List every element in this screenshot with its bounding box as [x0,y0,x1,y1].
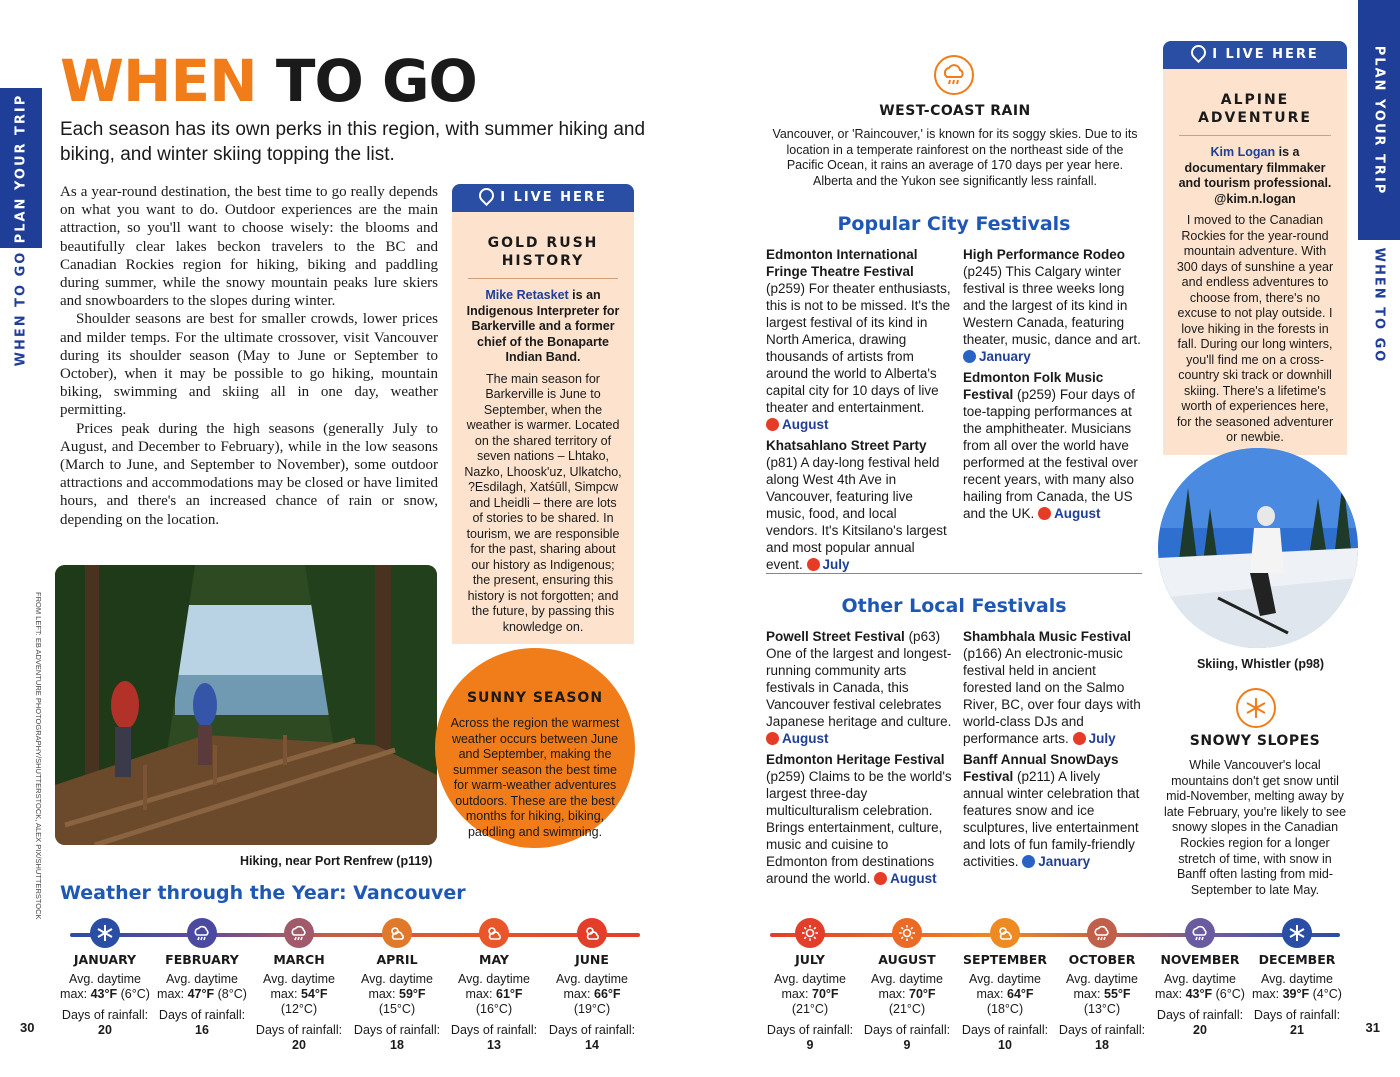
live-here-header: I LIVE HERE [452,184,634,212]
body-paragraph: As a year-round destination, the best time to go really depends on what you want to do. Outdoor experiences are the main attraction, so you'll want to choose wisely: the blooms and beautifully clear lakes beckon travelers to the BC and Canadian Rockies region for hiking, biking and paddling during summer, while the snowy mountain peaks lure skiers and snowboarders to the slopes during winter. [60,184,438,310]
page-number-right: 31 [1365,1020,1380,1035]
month-temp: Avg. daytime max: 43°F (6°C) [60,972,150,1001]
page-subtitle: Each season has its own perks in this region, with summer hiking and biking, and winter skiing topping the list. [60,119,646,165]
body-paragraph: Shoulder seasons are best for smaller crowds, lower prices and milder temps. For the ultimate crossover, visit Vancouver during its shoulder season (May to June or September to October), when it may be possible to go hiking, mountain biking, swimming and skiing all in one day, weather permitting. [60,311,438,419]
snowflake-icon [90,918,120,948]
sun-icon [874,872,887,885]
side-tab-when-to-go: WHEN TO GO [13,250,29,366]
popular-festivals-col-2 [963,246,1143,526]
west-coast-rain-title: WEST-COAST RAIN [879,103,1031,119]
month-rainfall: Days of rainfall: 20 [255,1023,343,1052]
festival-item: Powell Street Festival (p63) One of the largest and longest-running community arts festivals in Canada, this Vancouver festival celebrates Japanese heritage and culture. August [766,629,952,746]
sunny-season-title: SUNNY SEASON [466,690,604,706]
snowflake-icon [1022,855,1035,868]
cloud-rain-icon [934,55,974,95]
snowy-slopes-text: While Vancouver's local mountains don't get snow until mid-November, melting away by late February, you're likely to see snowy slopes in the Canadian Rockies region for a longer stretch of time, with snow in Banff often lasting from mid-September to late May. [1163,758,1347,897]
snowflake-icon [963,350,976,363]
month-rainfall: Days of rainfall: 10 [961,1023,1049,1052]
page-number-left: 30 [20,1020,35,1035]
hiking-photo-caption: Hiking, near Port Renfrew (p119) [240,854,433,868]
month-rainfall: Days of rainfall: 20 [61,1008,149,1037]
box-title: GOLD RUSH HISTORY [468,212,618,279]
weather-month-june [547,918,637,1053]
month-rainfall: Days of rainfall: 20 [1156,1008,1244,1037]
month-name: APRIL [376,952,418,967]
weather-month-april [352,918,442,1053]
popular-festivals-heading: Popular City Festivals [837,213,1071,235]
weather-month-february [157,918,247,1038]
month-rainfall: Days of rainfall: 18 [1058,1023,1146,1052]
festival-item: Banff Annual SnowDays Festival (p211) A lively annual winter celebration that features snow and ice sculptures, live entertainment and lots of fun family-friendly activities. January [963,752,1140,869]
box-quote: The main season for Barkerville is June to September, when the weather is warmer. Located on the shared territory of seven nations – Lhtako, Nazko, Lhoosk'uz, Ulkatcho, ?Esdilagh, Xatśūll, Simpcw and Lheidli – there are lots of stories to be shared. In tourism, we are responsible for the past, sharing about our history as Indigenous; the present, ensuring this history is not forgotten; and the future, by passing this knowledge on. [464,371,622,634]
sun-icon [766,732,779,745]
festival-item: Shambhala Music Festival (p166) An electronic-music festival held in ancient forested land on the Salmo River, BC, over four days with world-class DJs and performance arts. July [963,629,1141,746]
festival-item: Edmonton Folk Music Festival (p259) Four days of toe-tapping performances at the amphitheater. Musicians from all over the world have performed at the festival over recent years, with many also hailing from Canada, the US and the UK. August [963,370,1138,521]
month-name: DECEMBER [1258,952,1336,967]
snowy-slopes-title: SNOWY SLOPES [1189,733,1321,749]
festival-item: High Performance Rodeo (p245) This Calgary winter festival is three weeks long and the largest of its kind in Western Canada, featuring theater, music, dance and art. January [963,247,1141,364]
sun-icon [1038,507,1051,520]
month-temp: Avg. daytime max: 70°F (21°C) [870,972,944,1016]
page-title: WHEN TO GO [60,47,477,115]
month-temp: Avg. daytime max: 70°F (21°C) [773,972,847,1016]
snowflake-icon [1236,688,1276,728]
cloud-rain-icon [1185,918,1215,948]
month-temp: Avg. daytime max: 66°F (19°C) [555,972,629,1016]
festival-item: Edmonton International Fringe Theatre Festival (p259) For theater enthusiasts, this is not to be missed. It's the largest festival of its kind in North America, drawing thousands of artists from around the world to Alberta's capital city for 10 days of live theater and entertainment. August [766,247,951,432]
box-quote: I moved to the Canadian Rockies for the year-round mountain adventure. With 300 days of sunshine a year and endless adventures to choose from, there's no excuse to not play outside. I love hiking in the forests in fall. During our long winters, you'll find me on a cross-country ski track or downhill skiing. There's a lifetime's worth of experiences here, for the seasoned adventurer or newbie. [1176,213,1334,444]
live-here-header: I LIVE HERE [1163,41,1347,69]
sun-icon [766,418,779,431]
sun-cloud-icon [479,918,509,948]
side-tab-when-to-go-right: WHEN TO GO [1371,247,1387,363]
month-name: MAY [479,952,509,967]
snowflake-icon [1282,918,1312,948]
month-rainfall: Days of rainfall: 14 [548,1023,636,1052]
box-bio: Mike Retasket is an Indigenous Interpreter for Barkerville and a former chief of the Bonaparte Indian Band. [466,288,620,364]
month-name: MARCH [273,952,325,967]
hiking-photo [55,565,437,845]
sun-icon [807,558,820,571]
festival-item: Edmonton Heritage Festival (p259) Claims to be the world's largest three-day multiculturalism celebration. Brings entertainment, culture, music and cuisine to Edmonton from destinations around the world. August [766,752,952,886]
live-here-box-alpine [1163,41,1347,455]
weather-month-december [1252,918,1342,1038]
weather-month-january [60,918,150,1038]
weather-month-october [1057,918,1147,1053]
cloud-rain-icon [1087,918,1117,948]
weather-month-september [960,918,1050,1053]
weather-month-march [254,918,344,1053]
sun-cloud-icon [577,918,607,948]
month-name: FEBRUARY [165,952,239,967]
sun-icon [892,918,922,948]
month-name: JULY [795,952,825,967]
month-temp: Avg. daytime max: 55°F (13°C) [1065,972,1139,1016]
side-tab-plan-your-trip-right: PLAN YOUR TRIP [1358,0,1400,240]
cloud-rain-icon [284,918,314,948]
box-bio: Kim Logan is a documentary filmmaker and tourism professional. @kim.n.logan [1178,145,1332,206]
section-divider [766,573,1142,574]
sun-cloud-icon [382,918,412,948]
festival-item: Khatsahlano Street Party (p81) A day-long festival held along West 4th Ave in Vancouver, featuring live music, food, and local vendors. It's Kitsilano's largest and most popular annual event. July [766,438,947,572]
month-name: JUNE [575,952,609,967]
location-pin-icon [1188,42,1209,63]
month-rainfall: Days of rainfall: 13 [450,1023,538,1052]
box-title: ALPINE ADVENTURE [1179,69,1331,136]
location-pin-icon [476,185,497,206]
month-rainfall: Days of rainfall: 21 [1253,1008,1341,1037]
sun-cloud-icon [990,918,1020,948]
other-festivals-col-1 [766,628,952,891]
month-name: OCTOBER [1068,952,1136,967]
other-festivals-heading: Other Local Festivals [841,595,1067,617]
month-temp: Avg. daytime max: 47°F (8°C) [157,972,247,1001]
weather-month-november [1155,918,1245,1038]
photo-credit: FROM LEFT: EB ADVENTURE PHOTOGRAPHY/SHUTTERSTOCK, ALEX PIX/SHUTTERSTOCK [34,592,43,920]
month-temp: Avg. daytime max: 43°F (6°C) [1155,972,1245,1001]
weather-month-may [449,918,539,1053]
body-paragraph: Prices peak during the high seasons (generally July to August, and December to February), while in the low seasons (March to June, and September to November), some outdoor attractions and accommodations may be closed or have limited hours, and there's an increased chance of rain or snow, depending on the location. [60,420,438,528]
month-name: SEPTEMBER [963,952,1047,967]
month-rainfall: Days of rainfall: 9 [863,1023,951,1052]
cloud-rain-icon [187,918,217,948]
month-name: AUGUST [878,952,936,967]
month-temp: Avg. daytime max: 54°F (12°C) [262,972,336,1016]
hiking-photo-image [55,565,437,845]
side-tab-plan-your-trip: PLAN YOUR TRIP [0,88,42,248]
weather-month-july [765,918,855,1053]
weather-title: Weather through the Year: Vancouver [60,882,466,904]
live-here-box-gold-rush [452,184,634,644]
skiing-photo-caption: Skiing, Whistler (p98) [1196,657,1325,671]
sunny-season-text: Across the region the warmest weather occurs between June and September, making the summer season the best time for warm-weather adventures outdoors. These are the best months for hiking, biking, paddling and swimming. [450,716,620,839]
sun-icon [1073,732,1086,745]
intro-body [60,183,438,529]
month-rainfall: Days of rainfall: 9 [766,1023,854,1052]
west-coast-rain-text: Vancouver, or 'Raincouver,' is known for its soggy skies. Due to its location in a temperate rainforest on the northeast side of the Pacific Ocean, it rains an average of 170 days per year here. Alberta and the Yukon see significantly less rainfall. [772,127,1138,188]
skiing-photo [1158,448,1358,648]
month-name: JANUARY [73,952,137,967]
other-festivals-col-2 [963,628,1143,874]
sunny-season-circle [435,648,635,848]
month-name: NOVEMBER [1160,952,1240,967]
popular-festivals-col-1 [766,246,952,577]
month-temp: Avg. daytime max: 64°F (18°C) [968,972,1042,1016]
month-temp: Avg. daytime max: 59°F (15°C) [360,972,434,1016]
sun-icon [795,918,825,948]
month-rainfall: Days of rainfall: 16 [158,1008,246,1037]
weather-month-august [862,918,952,1053]
month-temp: Avg. daytime max: 39°F (4°C) [1252,972,1342,1001]
month-rainfall: Days of rainfall: 18 [353,1023,441,1052]
skiing-photo-image [1158,448,1358,648]
month-temp: Avg. daytime max: 61°F (16°C) [457,972,531,1016]
